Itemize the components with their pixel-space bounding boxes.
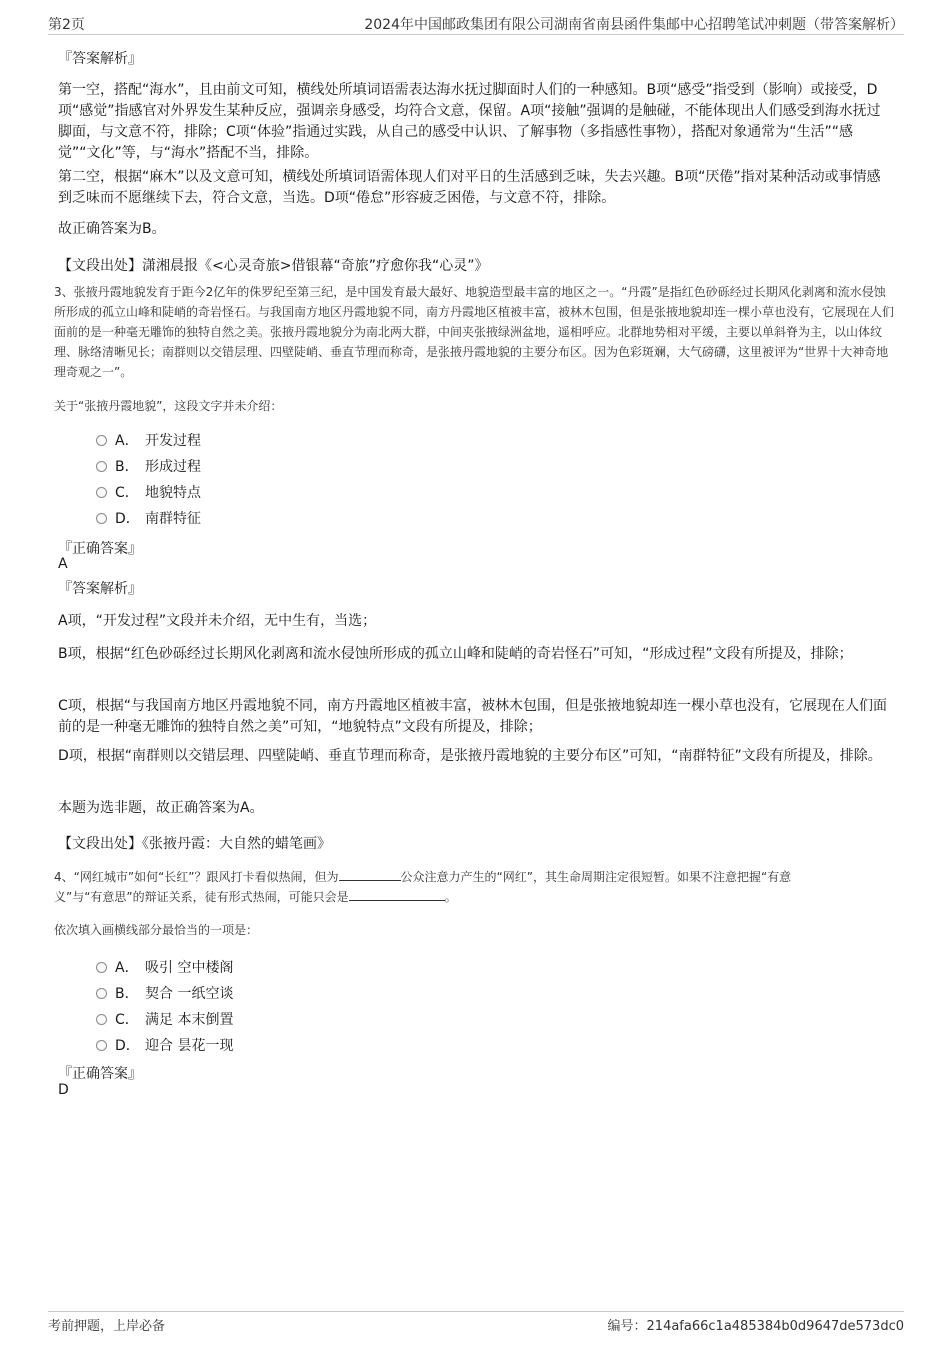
analysis-label: 『答案解析』: [58, 51, 142, 67]
analysis-label: 『答案解析』: [58, 581, 142, 597]
option-c[interactable]: [96, 1009, 233, 1029]
option-text: 开发过程: [145, 433, 201, 449]
option-key: B．: [115, 986, 139, 1002]
answer-label: 『正确答案』: [58, 1066, 142, 1082]
document-id: 编号：214afa66c1a485384b0d9647de573dc0: [607, 1319, 904, 1334]
option-key: A．: [115, 433, 139, 449]
analysis-paragraph: B项，根据“红色砂砾经过长期风化剥离和流水侵蚀所形成的孤立山峰和陡峭的奇岩怪石”可知，“形成过程”文段有所提及，排除；: [58, 646, 853, 662]
option-key: A．: [115, 960, 139, 976]
analysis-paragraph: D项，根据“南群则以交错层理、四壁陡峭、垂直节理而称奇，是张掖丹霞地貌的主要分布区”可知，“南群特征”文段有所提及，排除。: [58, 748, 882, 764]
radio-icon[interactable]: [96, 513, 107, 524]
question-prompt: 关于“张掖丹霞地貌”，这段文字并未介绍：: [54, 399, 283, 413]
option-key: B．: [115, 459, 139, 475]
question-stem: 3、张掖丹霞地貌发育于距今2亿年的侏罗纪至第三纪，是中国发育最大最好、地貌造型最丰富的地区之一。“丹霞”是指红色砂砾经过长期风化剥离和流水侵蚀所形成的孤立山峰和陡峭的奇岩怪石。与我国南方地区丹霞地貌不同，南方丹霞地区植被丰富，被林木包围，但是张掖地貌却连一棵小草也没有，它展现在人们面前的是一种毫无雕饰的独特自然之美。张掖丹霞地貌分为南北两大群，中间夹张掖绿洲盆地，遥相呼应。北群地势相对平缓，主要以单斜脊为主，以山体纹理、脉络清晰见长；南群则以交错层理、四壁陡峭、垂直节理而称奇，是张掖丹霞地貌的主要分布区。因为色彩斑斓，大气磅礴，这里被评为“世界十大神奇地理奇观之一”。: [54, 285, 895, 379]
fill-blank: [349, 888, 445, 901]
question-stem: [54, 867, 894, 907]
stem-text: 4、“网红城市”如何“长红”？跟风打卡看似热闹，但为: [54, 870, 339, 884]
option-text: 契合 一纸空谈: [145, 986, 234, 1002]
correct-answer: A: [58, 556, 68, 572]
radio-icon[interactable]: [96, 435, 107, 446]
radio-icon[interactable]: [96, 988, 107, 999]
option-text: 地貌特点: [145, 485, 201, 501]
stem-text: 。: [444, 890, 457, 904]
option-c[interactable]: [96, 482, 201, 502]
analysis-paragraph: 第一空，搭配“海水”，且由前文可知，横线处所填词语需表达海水抚过脚面时人们的一种感知。B项“感受”指受到（影响）或接受，D项“感觉”指感官对外界发生某种反应，强调亲身感受，均符合文意，保留。A项“接触”强调的是触碰，不能体现出人们感受到海水抚过脚面，与文意不符，排除；C项“体验”指通过实践，从自己的感受中认识、了解事物（多指感性事物），搭配对象通常为“生活”“感觉”“文化”等，与“海水”搭配不当，排除。: [58, 82, 881, 161]
answer-label: 『正确答案』: [58, 541, 142, 557]
option-key: C．: [115, 485, 139, 501]
option-a[interactable]: [96, 957, 233, 977]
option-b[interactable]: [96, 456, 201, 476]
correct-answer: D: [58, 1082, 69, 1098]
analysis-paragraph: A项，“开发过程”文段并未介绍，无中生有，当选；: [58, 613, 377, 629]
radio-icon[interactable]: [96, 1014, 107, 1025]
source-citation: 【文段出处】潇湘晨报《<心灵奇旅>借银幕“奇旅”疗愈你我“心灵”》: [58, 258, 489, 274]
option-key: D．: [115, 511, 140, 527]
option-text: 满足 本末倒置: [145, 1012, 234, 1028]
option-text: 南群特征: [145, 511, 201, 527]
stem-text: 公众注意力产生的“网红”，其生命周期注定很短暂。如果不注意把握“有意: [400, 870, 792, 884]
fill-blank: [339, 868, 401, 881]
radio-icon[interactable]: [96, 1040, 107, 1051]
option-b[interactable]: [96, 983, 233, 1003]
page-number: 第2页: [48, 17, 85, 33]
question-prompt: 依次填入画横线部分最恰当的一项是：: [54, 923, 259, 937]
option-text: 吸引 空中楼阁: [145, 960, 234, 976]
analysis-paragraph: C项，根据“与我国南方地区丹霞地貌不同，南方丹霞地区植被丰富，被林木包围，但是张掖地貌却连一棵小草也没有，它展现在人们面前的是一种毫无雕饰的独特自然之美”可知，“地貌特点”文段有所提及，排除；: [58, 698, 888, 735]
stem-text: 义”与“有意思”的辩证关系，徒有形式热闹，可能只会是: [54, 890, 349, 904]
footer-slogan: 考前押题，上岸必备: [48, 1319, 166, 1334]
source-citation: 【文段出处】《张掖丹霞：大自然的蜡笔画》: [58, 836, 331, 852]
analysis-conclusion: 故正确答案为B。: [58, 221, 166, 237]
option-d[interactable]: [96, 1035, 233, 1055]
option-d[interactable]: [96, 508, 201, 528]
option-key: D．: [115, 1038, 140, 1054]
analysis-paragraph: 第二空，根据“麻木”以及文意可知，横线处所填词语需体现人们对平日的生活感到乏味，失去兴趣。B项“厌倦”指对某种活动或事情感到乏味而不愿继续下去，符合文意，当选。D项“倦怠”形容疲乏困倦，与文意不符，排除。: [58, 169, 881, 206]
page-footer: [48, 1311, 904, 1334]
radio-icon[interactable]: [96, 487, 107, 498]
radio-icon[interactable]: [96, 962, 107, 973]
radio-icon[interactable]: [96, 461, 107, 472]
option-text: 迎合 昙花一现: [145, 1038, 234, 1054]
option-text: 形成过程: [145, 459, 201, 475]
option-key: C．: [115, 1012, 139, 1028]
page-header: [48, 14, 904, 35]
document-title: 2024年中国邮政集团有限公司湖南省南县函件集邮中心招聘笔试冲刺题（带答案解析）: [364, 17, 904, 33]
analysis-conclusion: 本题为选非题，故正确答案为A。: [58, 800, 264, 816]
option-a[interactable]: [96, 430, 201, 450]
